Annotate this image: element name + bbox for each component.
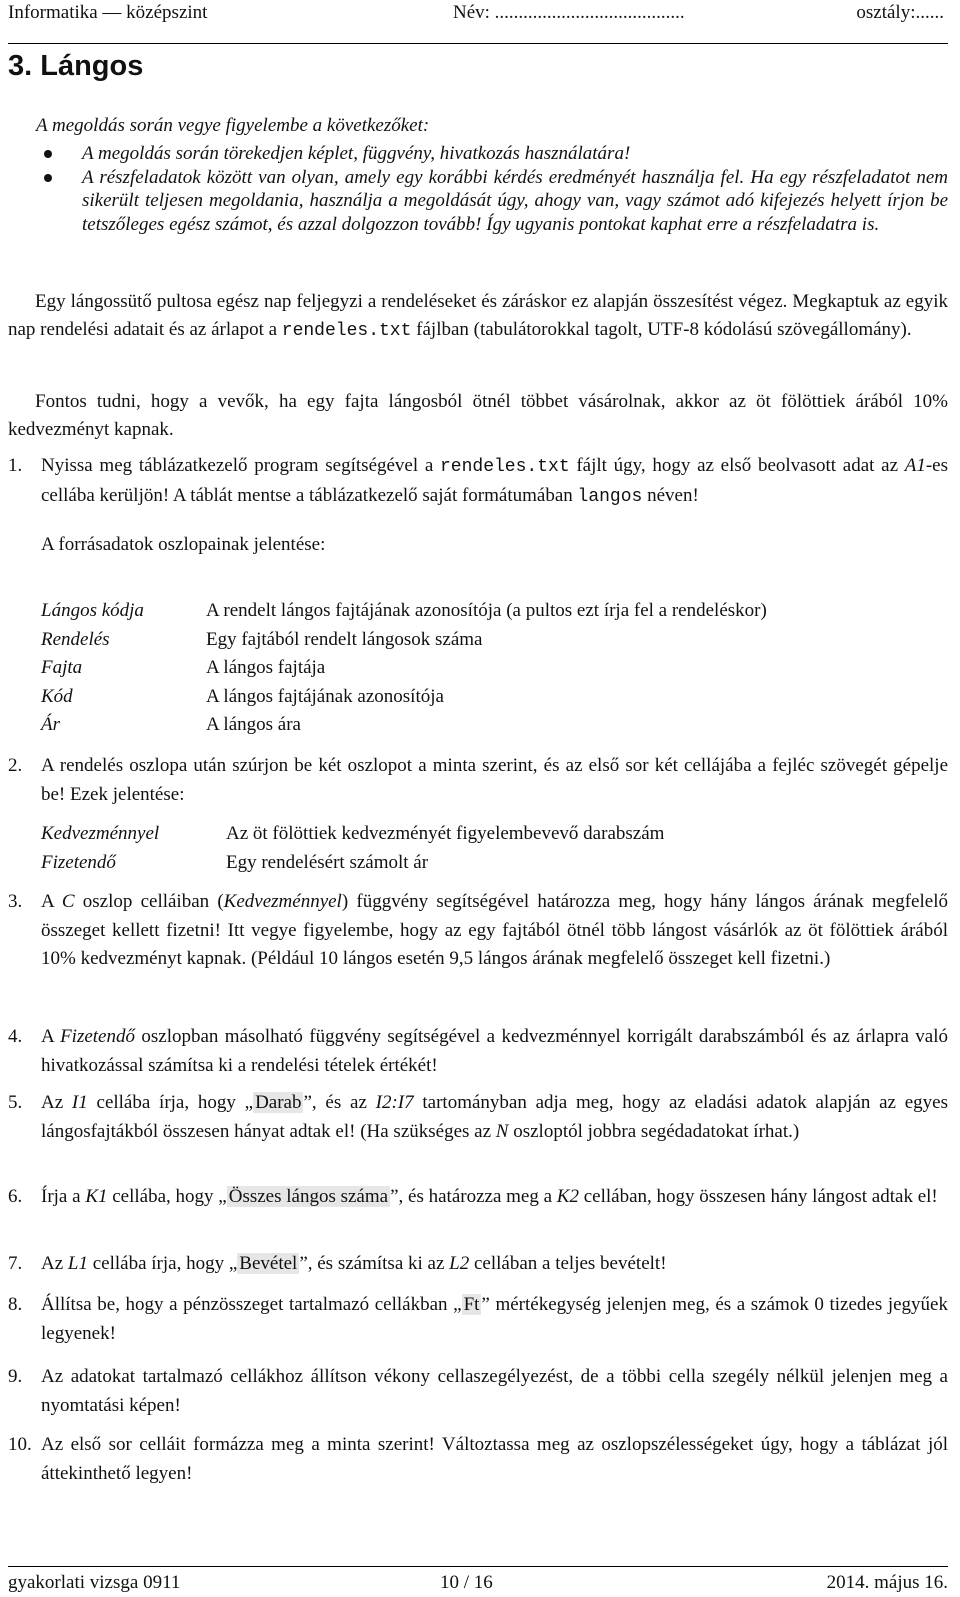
text-run: -es cellába kerüljön! A táblát mentse a táblázatkezelő saját formátumában — [41, 455, 948, 506]
text-run: cellában a teljes bevételt! — [469, 1253, 667, 1274]
paragraph-discount: Fontos tudni, hogy a vevők, ha egy fajta lángosból ötnél többet vásárolnak, akkor az öt fölöttiek árából 10% kedvezményt kapnak. — [8, 391, 948, 440]
bullet-icon — [44, 142, 54, 152]
text-run: ” mértékegység jelenjen meg, és a számok 0 tizedes jegyűek legyenek! — [41, 1294, 948, 1344]
definition-term: Kód — [41, 685, 73, 707]
header-text-sample: Darab — [255, 1092, 302, 1113]
text-run: A — [41, 891, 62, 912]
task-text: A rendelés oszlopa után szúrjon be két oszlopot a minta szerint, és az első sor két cellájába a fejléc szövegét gépelje be! Ezek jelentése: — [41, 755, 948, 805]
definition-term: Lángos kódja — [41, 600, 144, 621]
header-class-field: osztály:...... — [856, 2, 944, 23]
task-4 — [8, 1023, 948, 1080]
page-title: 3. Lángos — [8, 50, 144, 82]
text-run: fájlt úgy, hogy az első beolvasott adat az — [569, 455, 905, 476]
task-number: 4. — [8, 1026, 23, 1047]
text-run: oszloptól jobbra segédadatokat írhat.) — [508, 1120, 800, 1142]
task-number: 9. — [8, 1366, 23, 1387]
footer-exam-id: gyakorlati vizsga 0911 — [8, 1572, 181, 1593]
task-number: 5. — [8, 1092, 23, 1113]
definition-desc: Egy fajtából rendelt lángosok száma — [206, 628, 483, 650]
task-3 — [8, 888, 948, 974]
intro-bullet-text: A részfeladatok között van olyan, amely egy korábbi kérdés eredményét használja fel. Ha egy részfeladatot nem sikerült teljesen megoldania, használja a megoldását úgy, ahogy van, vagy számot adó kifejezés helyett írjon be tetszőleges egész számot, és azzal dolgozzon tovább! Így ugyanis pontokat kaphat erre a részfeladatra is. — [82, 166, 948, 235]
task-text: Az adatokat tartalmazó cellákhoz állítson vékony cellaszegélyezést, de a többi cella szegély nélkül jelenjen meg a nyomtatási képen! — [41, 1366, 948, 1416]
cell-ref: I1 — [71, 1092, 88, 1113]
header-subject: Informatika — középszint — [8, 2, 208, 23]
definition-desc: A lángos fajtájának azonosítója — [206, 685, 444, 707]
text-run: A — [41, 1026, 61, 1047]
header-text-sample: Összes lángos száma — [228, 1186, 389, 1207]
text-run: Írja a — [41, 1186, 86, 1207]
filename: rendeles.txt — [440, 457, 570, 477]
text-run: oszlop celláiban ( — [74, 891, 224, 912]
task-text — [41, 1291, 948, 1348]
cell-ref: K2 — [556, 1186, 579, 1207]
text-run: Az — [41, 1092, 72, 1113]
column-ref: C — [61, 891, 75, 912]
task-1 — [8, 452, 948, 560]
cell-ref: L1 — [67, 1253, 88, 1274]
task-text — [41, 1023, 948, 1080]
text-run: ”, és határozza meg a — [390, 1186, 557, 1207]
footer-date: 2014. május 16. — [826, 1572, 948, 1593]
task-10 — [8, 1431, 948, 1488]
bullet-icon — [44, 166, 54, 176]
filename: langos — [577, 486, 643, 507]
definition-term: Rendelés — [41, 628, 110, 650]
task-number: 3. — [8, 891, 23, 912]
task-8 — [8, 1291, 948, 1348]
text-run: cellában, hogy összesen hány lángost adtak el! — [578, 1186, 938, 1207]
text-run: oszlopban másolható függvény segítségével a kedvezménnyel korrigált darabszámból és az árlapra való hivatkozással számítsa ki a rendelési tételek értékét! — [41, 1026, 948, 1076]
definition-row — [41, 626, 767, 655]
cell-ref: L2 — [449, 1253, 470, 1274]
cell-ref: K1 — [85, 1186, 108, 1207]
text-run: néven! — [642, 484, 699, 506]
task-text: Az első sor celláit formázza meg a minta szerint! Változtassa meg az oszlopszélességeket úgy, hogy a táblázat jól áttekinthető legyen! — [41, 1434, 948, 1484]
task-text — [41, 1089, 948, 1146]
source-columns-list — [41, 597, 767, 740]
text-run: Az — [41, 1253, 68, 1274]
new-columns-list — [41, 820, 664, 877]
header-name-field: Név: ........................................ — [453, 2, 685, 23]
task-number: 10. — [8, 1434, 32, 1455]
definition-row — [41, 711, 767, 740]
text-run: Nyissa meg táblázatkezelő program segítségével a — [41, 455, 440, 476]
task-number: 7. — [8, 1253, 23, 1274]
column-ref: N — [495, 1120, 509, 1142]
definition-row — [41, 683, 767, 712]
task-number: 1. — [8, 455, 23, 476]
task-6 — [8, 1183, 948, 1212]
definition-desc: A lángos ára — [206, 714, 301, 735]
definition-row — [41, 654, 767, 683]
task-number: 2. — [8, 755, 23, 776]
definition-term: Fajta — [41, 657, 83, 678]
task-number: 6. — [8, 1186, 23, 1207]
filename: rendeles.txt — [281, 321, 412, 341]
paragraph-context — [8, 288, 948, 345]
range-ref: I2:I7 — [375, 1092, 414, 1113]
text-run: ”, és számítsa ki az — [299, 1253, 450, 1274]
task-text — [41, 452, 948, 511]
text-run: ”, és az — [303, 1092, 376, 1113]
text-run: Állítsa be, hogy a pénzösszeget tartalmazó cellákban „ — [41, 1294, 462, 1315]
definition-desc: Egy rendelésért számolt ár — [226, 851, 429, 873]
sources-heading: A forrásadatok oszlopainak jelentése: — [41, 534, 326, 555]
column-name: Fizetendő — [60, 1026, 135, 1047]
task-text — [41, 1250, 948, 1279]
unit-sample: Ft — [463, 1294, 480, 1315]
intro-heading: A megoldás során vegye figyelembe a következőket: — [36, 115, 430, 136]
text-run: ) függvény segítségével határozza meg, hogy hány lángos árának megfelelő összeget kellett fizetni! Itt vegye figyelembe, hogy az egy fajtából ötnél több lángost vásárlók az öt fölöttiek árából 10% kedvezményt kapnak. (Például 10 lángos esetén 9,5 lángos árának megfelelő összeget kell fizetni.) — [41, 891, 948, 969]
text-run: tartományban adja meg, hogy az eladási adatok alapján az egyes lángosfajtákból összesen hányat adtak el! (Ha szükséges az — [41, 1092, 948, 1142]
definition-desc: A rendelt lángos fajtájának azonosítója (a pultos ezt írja fel a rendeléskor) — [206, 600, 767, 621]
intro-bullet-item — [36, 166, 948, 237]
page-header — [8, 0, 948, 36]
intro-list — [36, 142, 948, 236]
text-run: fájlban (tabulátorokkal tagolt, UTF-8 kódolású szövegállomány). — [411, 319, 912, 340]
definition-term: Fizetendő — [41, 851, 116, 873]
task-9 — [8, 1363, 948, 1420]
definition-row — [41, 820, 664, 849]
intro-bullet-text: A megoldás során törekedjen képlet, függvény, hivatkozás használatára! — [82, 143, 631, 164]
text-run: cellába írja, hogy „ — [87, 1092, 254, 1113]
definition-term: Ár — [41, 714, 60, 735]
task-text — [41, 1183, 948, 1212]
header-text-sample: Bevétel — [239, 1253, 298, 1274]
cell-ref: A1 — [904, 455, 926, 476]
definition-row — [41, 849, 664, 878]
task-text — [41, 888, 948, 974]
definition-desc: Az öt fölöttiek kedvezményét figyelembevevő darabszám — [226, 823, 665, 844]
task-number: 8. — [8, 1294, 23, 1315]
footer-divider — [8, 1566, 948, 1567]
task-7 — [8, 1250, 948, 1279]
intro-bullet-item — [36, 142, 948, 166]
header-divider — [8, 43, 948, 44]
text-run: cellába, hogy „ — [107, 1186, 227, 1207]
task-5 — [8, 1089, 948, 1146]
text-run: Egy lángossütő pultosa egész nap feljegyzi a rendeléseket és záráskor ez alapján összesítést végez. Megkaptuk az egyik nap rendelési adatait és az árlapot a — [8, 291, 948, 340]
text-run: cellába írja, hogy „ — [87, 1253, 238, 1274]
definition-row — [41, 597, 767, 626]
task-2 — [8, 752, 948, 809]
definition-term: Kedvezménnyel — [41, 823, 160, 844]
column-name: Kedvezménnyel — [223, 891, 342, 912]
definition-desc: A lángos fajtája — [206, 657, 326, 678]
footer-page-number: 10 / 16 — [440, 1572, 493, 1593]
